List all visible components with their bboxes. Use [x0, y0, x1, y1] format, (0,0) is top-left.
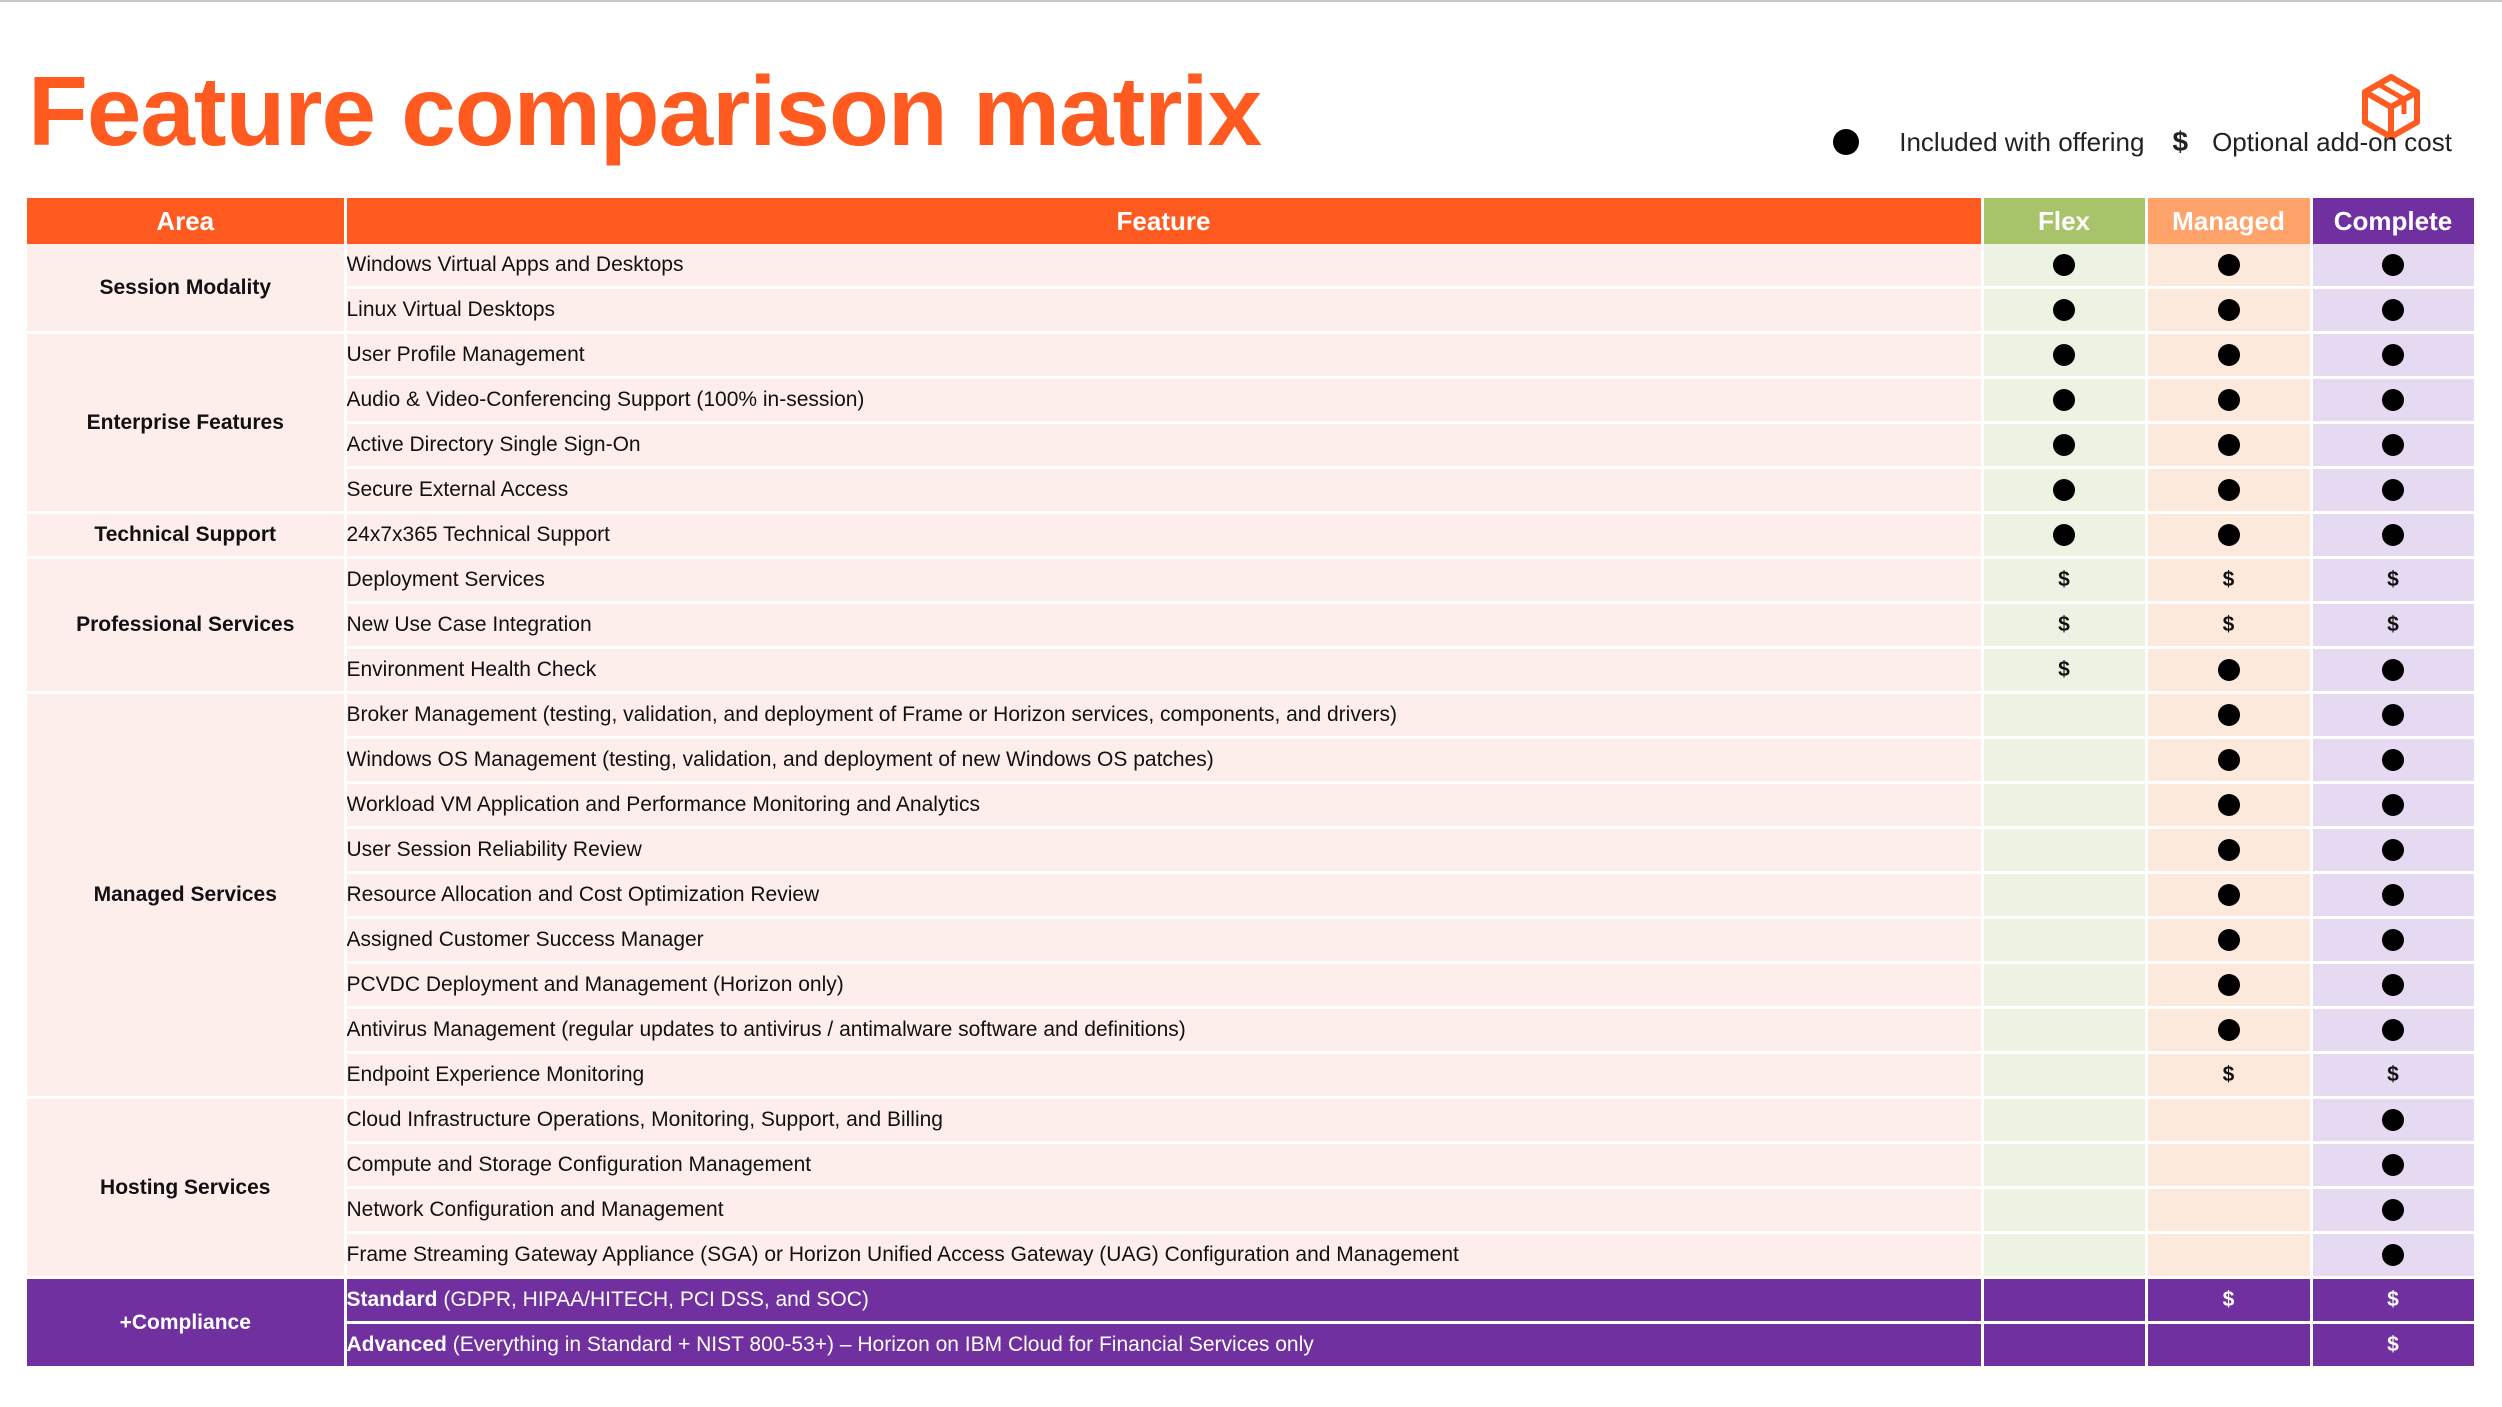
table-row [27, 963, 2475, 1008]
feature-cell: Linux Virtual Desktops [345, 288, 1982, 333]
header-flex: Flex [1982, 198, 2146, 244]
managed-cell [2146, 1008, 2311, 1053]
table-row [27, 513, 2475, 558]
page-title: Feature comparison matrix [28, 56, 1262, 166]
managed-cell [2146, 1323, 2311, 1368]
table-row [27, 333, 2475, 378]
table-row [27, 783, 2475, 828]
feature-cell: Assigned Customer Success Manager [345, 918, 1982, 963]
table-row [27, 244, 2475, 288]
complete-cell [2311, 288, 2475, 333]
complete-cell [2311, 423, 2475, 468]
flex-cell [1982, 333, 2146, 378]
flex-cell [1982, 1323, 2146, 1368]
compliance-tier-label: Standard [346, 1288, 438, 1311]
complete-cell [2311, 1053, 2475, 1098]
included-dot-icon [2218, 389, 2240, 411]
feature-cell: Cloud Infrastructure Operations, Monitoring, Support, and Billing [345, 1098, 1982, 1143]
header-area: Area [27, 198, 345, 244]
table-row [27, 378, 2475, 423]
feature-cell: Audio & Video-Conferencing Support (100% in-session) [345, 378, 1982, 423]
complete-cell [2311, 244, 2475, 288]
included-dot-icon [2053, 254, 2075, 276]
included-dot-icon [2382, 389, 2404, 411]
included-dot-icon [1833, 129, 1859, 155]
included-dot-icon [2382, 1154, 2404, 1176]
feature-cell: Endpoint Experience Monitoring [345, 1053, 1982, 1098]
legend-included-label: Included with offering [1899, 126, 2145, 157]
managed-cell [2146, 244, 2311, 288]
table-row [27, 693, 2475, 738]
included-dot-icon [2382, 1019, 2404, 1041]
complete-cell [2311, 828, 2475, 873]
complete-cell [2311, 1323, 2475, 1368]
managed-cell [2146, 648, 2311, 693]
included-dot-icon [2382, 704, 2404, 726]
table-row [27, 873, 2475, 918]
feature-cell: Network Configuration and Management [345, 1188, 1982, 1233]
complete-cell [2311, 738, 2475, 783]
included-dot-icon [2053, 344, 2075, 366]
complete-cell [2311, 333, 2475, 378]
legend [1833, 126, 2452, 158]
flex-cell [1982, 1278, 2146, 1323]
area-cell: Managed Services [27, 693, 345, 1098]
table-row [27, 1008, 2475, 1053]
feature-cell: Resource Allocation and Cost Optimization Review [345, 873, 1982, 918]
included-dot-icon [2382, 254, 2404, 276]
included-dot-icon [2382, 344, 2404, 366]
compliance-tier-detail: (GDPR, HIPAA/HITECH, PCI DSS, and SOC) [437, 1288, 869, 1311]
managed-cell [2146, 693, 2311, 738]
included-dot-icon [2382, 434, 2404, 456]
managed-cell [2146, 1143, 2311, 1188]
flex-cell [1982, 423, 2146, 468]
included-dot-icon [2053, 479, 2075, 501]
complete-cell [2311, 378, 2475, 423]
flex-cell [1982, 1233, 2146, 1278]
included-dot-icon [2053, 389, 2075, 411]
included-dot-icon [2382, 839, 2404, 861]
area-cell-compliance: +Compliance [27, 1278, 345, 1368]
complete-cell [2311, 648, 2475, 693]
compliance-row [27, 1278, 2475, 1323]
compliance-row [27, 1323, 2475, 1368]
included-dot-icon [2053, 299, 2075, 321]
managed-cell [2146, 783, 2311, 828]
table-row [27, 558, 2475, 603]
table-row [27, 738, 2475, 783]
managed-cell [2146, 1053, 2311, 1098]
feature-cell: Windows OS Management (testing, validation, and deployment of new Windows OS patches) [345, 738, 1982, 783]
flex-cell [1982, 1008, 2146, 1053]
complete-cell [2311, 558, 2475, 603]
addon-cost-mark: $ [2222, 1288, 2235, 1311]
legend-addon-symbol: $ [2172, 126, 2189, 157]
managed-cell [2146, 468, 2311, 513]
flex-cell [1982, 1053, 2146, 1098]
table-row [27, 918, 2475, 963]
managed-cell [2146, 738, 2311, 783]
included-dot-icon [2218, 659, 2240, 681]
area-cell: Professional Services [27, 558, 345, 693]
header-managed: Managed [2146, 198, 2311, 244]
flex-cell [1982, 1143, 2146, 1188]
complete-cell [2311, 918, 2475, 963]
flex-cell [1982, 918, 2146, 963]
feature-cell: Active Directory Single Sign-On [345, 423, 1982, 468]
table-row [27, 648, 2475, 693]
flex-cell [1982, 693, 2146, 738]
managed-cell [2146, 828, 2311, 873]
managed-cell [2146, 333, 2311, 378]
feature-cell: Compute and Storage Configuration Management [345, 1143, 1982, 1188]
compliance-feature-cell [345, 1278, 1982, 1323]
complete-cell [2311, 1008, 2475, 1053]
feature-cell: User Session Reliability Review [345, 828, 1982, 873]
included-dot-icon [2382, 1199, 2404, 1221]
managed-cell [2146, 1188, 2311, 1233]
feature-cell: 24x7x365 Technical Support [345, 513, 1982, 558]
addon-cost-mark: $ [2058, 568, 2070, 591]
managed-cell [2146, 918, 2311, 963]
managed-cell [2146, 558, 2311, 603]
managed-cell [2146, 423, 2311, 468]
flex-cell [1982, 1188, 2146, 1233]
complete-cell [2311, 1098, 2475, 1143]
feature-cell: Broker Management (testing, validation, and deployment of Frame or Horizon services, components, and drivers) [345, 693, 1982, 738]
included-dot-icon [2218, 974, 2240, 996]
top-divider [0, 0, 2502, 2]
feature-cell: User Profile Management [345, 333, 1982, 378]
complete-cell [2311, 513, 2475, 558]
managed-cell [2146, 1278, 2311, 1323]
flex-cell [1982, 288, 2146, 333]
managed-cell [2146, 1233, 2311, 1278]
included-dot-icon [2218, 749, 2240, 771]
flex-cell [1982, 738, 2146, 783]
complete-cell [2311, 963, 2475, 1008]
included-dot-icon [2382, 884, 2404, 906]
managed-cell [2146, 963, 2311, 1008]
included-dot-icon [2053, 524, 2075, 546]
included-dot-icon [2382, 479, 2404, 501]
feature-matrix-table [27, 198, 2477, 1369]
flex-cell [1982, 513, 2146, 558]
flex-cell [1982, 783, 2146, 828]
addon-cost-mark: $ [2387, 568, 2399, 591]
area-cell: Technical Support [27, 513, 345, 558]
included-dot-icon [2382, 659, 2404, 681]
managed-cell [2146, 288, 2311, 333]
flex-cell [1982, 244, 2146, 288]
complete-cell [2311, 783, 2475, 828]
flex-cell [1982, 963, 2146, 1008]
flex-cell [1982, 648, 2146, 693]
included-dot-icon [2382, 1244, 2404, 1266]
table-row [27, 468, 2475, 513]
table-row [27, 1143, 2475, 1188]
feature-cell: Deployment Services [345, 558, 1982, 603]
flex-cell [1982, 468, 2146, 513]
included-dot-icon [2218, 1019, 2240, 1041]
legend-addon-label: Optional add-on cost [2212, 126, 2452, 157]
addon-cost-mark: $ [2222, 1063, 2235, 1086]
included-dot-icon [2382, 974, 2404, 996]
feature-cell: Antivirus Management (regular updates to antivirus / antimalware software and definitions) [345, 1008, 1982, 1053]
feature-cell: Secure External Access [345, 468, 1982, 513]
flex-cell [1982, 558, 2146, 603]
included-dot-icon [2382, 524, 2404, 546]
managed-cell [2146, 378, 2311, 423]
feature-cell: PCVDC Deployment and Management (Horizon only) [345, 963, 1982, 1008]
included-dot-icon [2382, 749, 2404, 771]
header-feature: Feature [345, 198, 1982, 244]
flex-cell [1982, 378, 2146, 423]
included-dot-icon [2382, 299, 2404, 321]
compliance-tier-detail: (Everything in Standard + NIST 800-53+) – Horizon on IBM Cloud for Financial Services only [446, 1333, 1314, 1356]
table-row [27, 288, 2475, 333]
included-dot-icon [2218, 344, 2240, 366]
table-row [27, 603, 2475, 648]
feature-cell: Environment Health Check [345, 648, 1982, 693]
area-cell: Session Modality [27, 244, 345, 333]
addon-cost-mark: $ [2058, 658, 2070, 681]
complete-cell [2311, 1278, 2475, 1323]
included-dot-icon [2218, 479, 2240, 501]
included-dot-icon [2382, 1109, 2404, 1131]
managed-cell [2146, 513, 2311, 558]
complete-cell [2311, 873, 2475, 918]
included-dot-icon [2218, 524, 2240, 546]
included-dot-icon [2218, 884, 2240, 906]
flex-cell [1982, 828, 2146, 873]
feature-cell: Workload VM Application and Performance Monitoring and Analytics [345, 783, 1982, 828]
included-dot-icon [2218, 434, 2240, 456]
included-dot-icon [2382, 929, 2404, 951]
feature-cell: New Use Case Integration [345, 603, 1982, 648]
header-row [27, 198, 2475, 244]
included-dot-icon [2218, 794, 2240, 816]
addon-cost-mark: $ [2387, 613, 2399, 636]
table-row [27, 1233, 2475, 1278]
addon-cost-mark: $ [2387, 1288, 2399, 1311]
addon-cost-mark: $ [2222, 613, 2235, 636]
complete-cell [2311, 468, 2475, 513]
included-dot-icon [2053, 434, 2075, 456]
complete-cell [2311, 1233, 2475, 1278]
area-cell: Enterprise Features [27, 333, 345, 513]
addon-cost-mark: $ [2222, 568, 2235, 591]
flex-cell [1982, 603, 2146, 648]
complete-cell [2311, 693, 2475, 738]
compliance-tier-label: Advanced [346, 1333, 447, 1356]
table-row [27, 423, 2475, 468]
managed-cell [2146, 1098, 2311, 1143]
table-row [27, 828, 2475, 873]
addon-cost-mark: $ [2387, 1063, 2399, 1086]
complete-cell [2311, 1143, 2475, 1188]
managed-cell [2146, 603, 2311, 648]
feature-cell: Windows Virtual Apps and Desktops [345, 244, 1982, 288]
table-row [27, 1188, 2475, 1233]
complete-cell [2311, 603, 2475, 648]
included-dot-icon [2218, 839, 2240, 861]
compliance-feature-cell [345, 1323, 1982, 1368]
included-dot-icon [2382, 794, 2404, 816]
header-complete: Complete [2311, 198, 2475, 244]
included-dot-icon [2218, 704, 2240, 726]
area-cell: Hosting Services [27, 1098, 345, 1278]
table-row [27, 1098, 2475, 1143]
included-dot-icon [2218, 299, 2240, 321]
feature-cell: Frame Streaming Gateway Appliance (SGA) or Horizon Unified Access Gateway (UAG) Configuration and Management [345, 1233, 1982, 1278]
managed-cell [2146, 873, 2311, 918]
flex-cell [1982, 873, 2146, 918]
included-dot-icon [2218, 929, 2240, 951]
table-row [27, 1053, 2475, 1098]
addon-cost-mark: $ [2058, 613, 2070, 636]
flex-cell [1982, 1098, 2146, 1143]
addon-cost-mark: $ [2387, 1333, 2399, 1356]
included-dot-icon [2218, 254, 2240, 276]
complete-cell [2311, 1188, 2475, 1233]
